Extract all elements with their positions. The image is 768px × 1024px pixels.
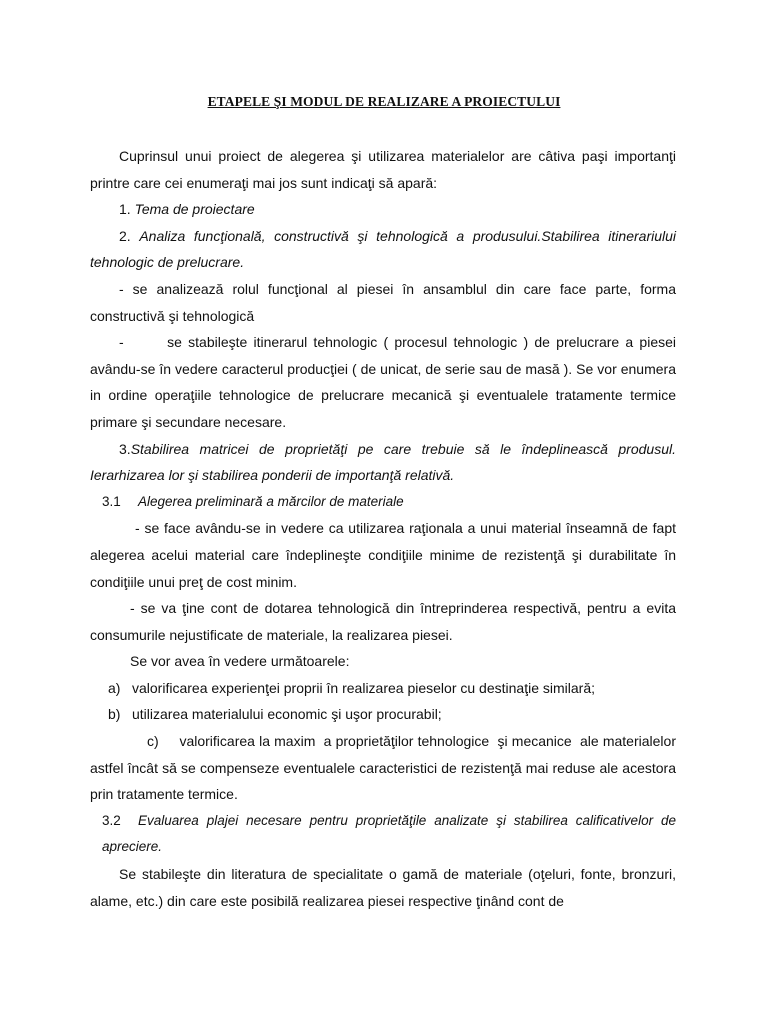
- item-2-paragraph-2: - se stabileşte itinerarul tehnologic ( procesul tehnologic ) de prelucrare a piesei avându-se în vedere caracterul producţiei ( de unicat, de serie sau de masă ). Se vor enumera in ordine operaţiile tehnologice de prelucrare mecanică şi eventualele tratamente termice primare şi secundare necesare.: [90, 334, 680, 430]
- item-3: [90, 436, 676, 489]
- subsection-3-1-title: Alegerea preliminară a mărcilor de materiale: [138, 493, 404, 509]
- item-1-number: 1.: [119, 201, 131, 218]
- subsection-3-1-paragraph-2: - se va ţine cont de dotarea tehnologică din întreprinderea respectivă, pentru a evita consumurile nejustificate de materiale, la realizarea piesei.: [90, 600, 676, 643]
- subsection-3-2-title: Evaluarea plajei necesare pentru proprietăţile analizate şi stabilirea calificativelor de apreciere.: [102, 812, 676, 855]
- list-item-b: [90, 701, 676, 728]
- subsection-3-1-number: 3.1: [102, 493, 121, 509]
- item-1-text: Tema de proiectare: [134, 201, 255, 218]
- subsection-3-1-heading: [90, 489, 676, 516]
- list-item-c: c) valorificarea la maxim a proprietăţilor tehnologice şi mecanice ale materialelor astfel încât să se compenseze eventualele caracteristici de rezistenţă mai reduse ale acestora prin tratamente termice.: [90, 733, 680, 803]
- list-item-a-marker: a): [108, 679, 121, 696]
- item-3-text: Stabilirea matricei de proprietăţi pe care trebuie să le îndeplinească produsul. Ierarhizarea lor şi stabilirea ponderii de importanţă relativă.: [90, 440, 676, 484]
- list-item-b-marker: b): [108, 706, 121, 723]
- subsection-3-1-paragraph-3: Se vor avea în vedere următoarele:: [130, 653, 350, 670]
- item-2-paragraph-1: - se analizează rolul funcţional al piesei în ansamblul din care face parte, forma constructivă şi tehnologică: [90, 280, 676, 324]
- list-item-b-text: utilizarea materialului economic şi uşor procurabil;: [132, 706, 442, 723]
- document-body: [90, 143, 680, 914]
- item-2: [90, 223, 676, 276]
- subsection-3-2-heading: [90, 808, 676, 861]
- item-3-number: 3.: [119, 440, 131, 457]
- item-1: [90, 196, 676, 223]
- intro-paragraph: Cuprinsul unui proiect de alegerea şi utilizarea materialelor are câtiva paşi importanţi printre care cei enumeraţi mai jos sunt indicaţi să apară:: [90, 148, 676, 191]
- subsection-3-2-paragraph-1: Se stabileşte din literatura de specialitate o gamă de materiale (oţeluri, fonte, bronzuri, alame, etc.) din care este posibilă realizarea piesei respective ţinând cont de: [90, 866, 676, 909]
- subsection-3-2-number: 3.2: [102, 812, 121, 828]
- item-2-text: Analiza funcţională, constructivă şi tehnologică a produsului.Stabilirea itinerariului tehnologic de prelucrare.: [90, 227, 677, 271]
- document-title: ETAPELE ŞI MODUL DE REALIZARE A PROIECTULUI: [207, 94, 561, 109]
- subsection-3-1-paragraph-1: - se face avându-se in vedere ca utilizarea raţionala a unui material înseamnă de fapt alegerea acelui material care îndeplineşte condiţiile minime de rezistenţă şi durabilitate în condiţiile unui preţ de cost minim.: [90, 520, 676, 590]
- list-item-a: [90, 675, 676, 702]
- list-item-a-text: valorificarea experienţei proprii în realizarea pieselor cu destinaţie similară;: [132, 679, 595, 696]
- item-2-number: 2.: [119, 227, 131, 244]
